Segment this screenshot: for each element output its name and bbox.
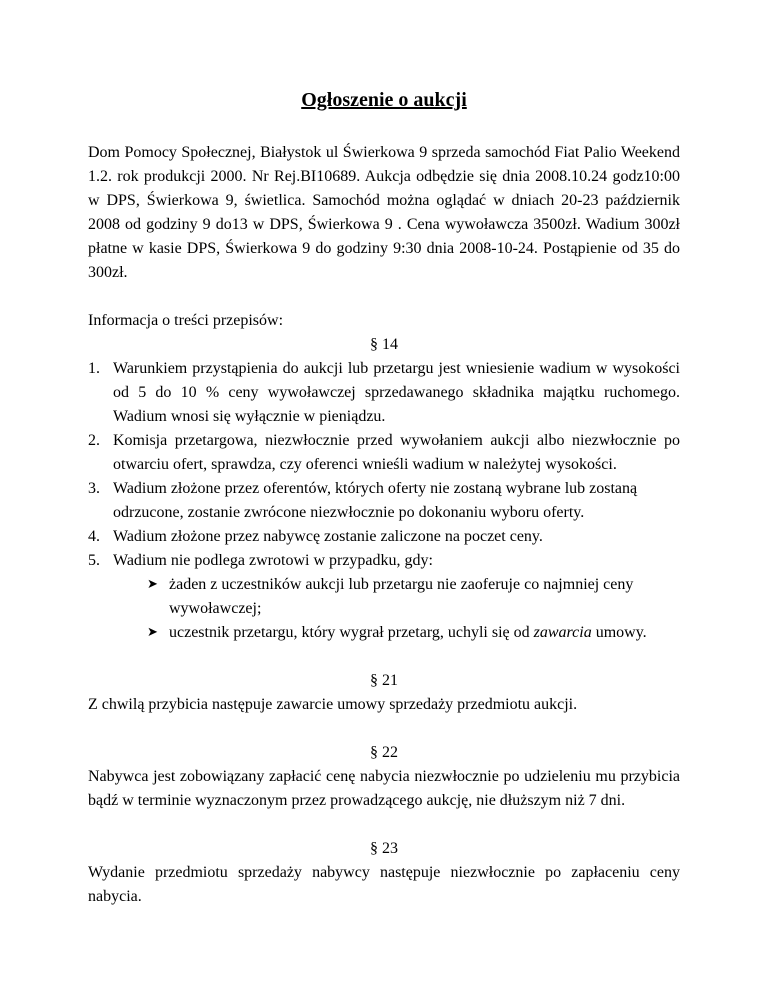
arrowhead-bullet-icon: ➤: [147, 577, 158, 592]
sub-item-text-italic: zawarcia: [533, 624, 592, 641]
rule-item-2: [88, 429, 680, 477]
rule-item-3: [88, 477, 680, 525]
sub-item-text-after: umowy.: [595, 624, 647, 641]
spacer: [88, 717, 680, 741]
sub-item-text-before: uczestnik przetargu, który wygrał przetarg, uchyli się od: [169, 624, 530, 641]
section-21-text: Z chwilą przybicia następuje zawarcie umowy sprzedaży przedmiotu aukcji.: [88, 696, 578, 713]
rule-text: Wadium złożone przez oferentów, których oferty nie zostaną wybrane lub zostaną odrzucone, zostanie zwrócone niezwłocznie po dokonaniu wyboru oferty.: [113, 480, 638, 521]
section-21-mark: § 21: [370, 672, 398, 689]
rule-item-5: [88, 549, 680, 645]
sub-item-1: [147, 573, 680, 621]
rule-text: Warunkiem przystąpienia do aukcji lub przetargu jest wniesienie wadium w wysokości od 5 do 10 % ceny wywoławczej sprzedawanego składnika majątku ruchomego. Wadium wnosi się wyłącznie w pieniądzu.: [113, 360, 680, 425]
document-title: Ogłoszenie o aukcji: [301, 89, 467, 111]
rule-item-4: [88, 525, 680, 549]
section-14-list: [88, 357, 680, 645]
rule-number: 1.: [88, 360, 100, 377]
rule-text: Wadium nie podlega zwrotowi w przypadku, gdy:: [113, 552, 433, 569]
section-22-text: Nabywca jest zobowiązany zapłacić cenę nabycia niezwłocznie po udzieleniu mu przybicia bądź w terminie wyznaczonym przez prowadzącego aukcję, nie dłuższym niż 7 dni.: [88, 768, 680, 809]
section-22-mark: § 22: [370, 744, 398, 761]
spacer: [88, 813, 680, 837]
info-heading: Informacja o treści przepisów:: [88, 312, 284, 329]
rule-5-sublist: [113, 573, 680, 645]
intro-paragraph: Dom Pomocy Społecznej, Białystok ul Świerkowa 9 sprzeda samochód Fiat Palio Weekend 1.2. rok produkcji 2000. Nr Rej.BI10689. Aukcja odbędzie się dnia 2008.10.24 godz10:00 w DPS, Świerkowa 9, świetlica. Samochód można oglądać w dniach 20-23 październik 2008 od godziny 9 do13 w DPS, Świerkowa 9 . Cena wywoławcza 3500zł. Wadium 300zł płatne w kasie DPS, Świerkowa 9 do godziny 9:30 dnia 2008-10-24. Postąpienie od 35 do 300zł.: [88, 144, 680, 281]
section-23-mark: § 23: [370, 840, 398, 857]
rule-text: Komisja przetargowa, niezwłocznie przed wywołaniem aukcji albo niezwłocznie po otwarciu ofert, sprawdza, czy oferenci wnieśli wadium w należytej wysokości.: [113, 432, 680, 473]
sub-item-text: żaden z uczestników aukcji lub przetargu nie zaoferuje co najmniej ceny wywoławczej;: [169, 576, 634, 617]
spacer: [88, 645, 680, 669]
rule-number: 5.: [88, 552, 100, 569]
rule-number: 4.: [88, 528, 100, 545]
rule-number: 2.: [88, 432, 100, 449]
sub-item-2: [147, 621, 680, 645]
section-14-mark: § 14: [370, 336, 398, 353]
rule-text: Wadium złożone przez nabywcę zostanie zaliczone na poczet ceny.: [113, 528, 543, 545]
section-23-text: Wydanie przedmiotu sprzedaży nabywcy następuje niezwłocznie po zapłaceniu ceny nabycia.: [88, 864, 680, 905]
arrowhead-bullet-icon: ➤: [147, 625, 158, 640]
rule-item-1: [88, 357, 680, 429]
rule-number: 3.: [88, 480, 100, 497]
